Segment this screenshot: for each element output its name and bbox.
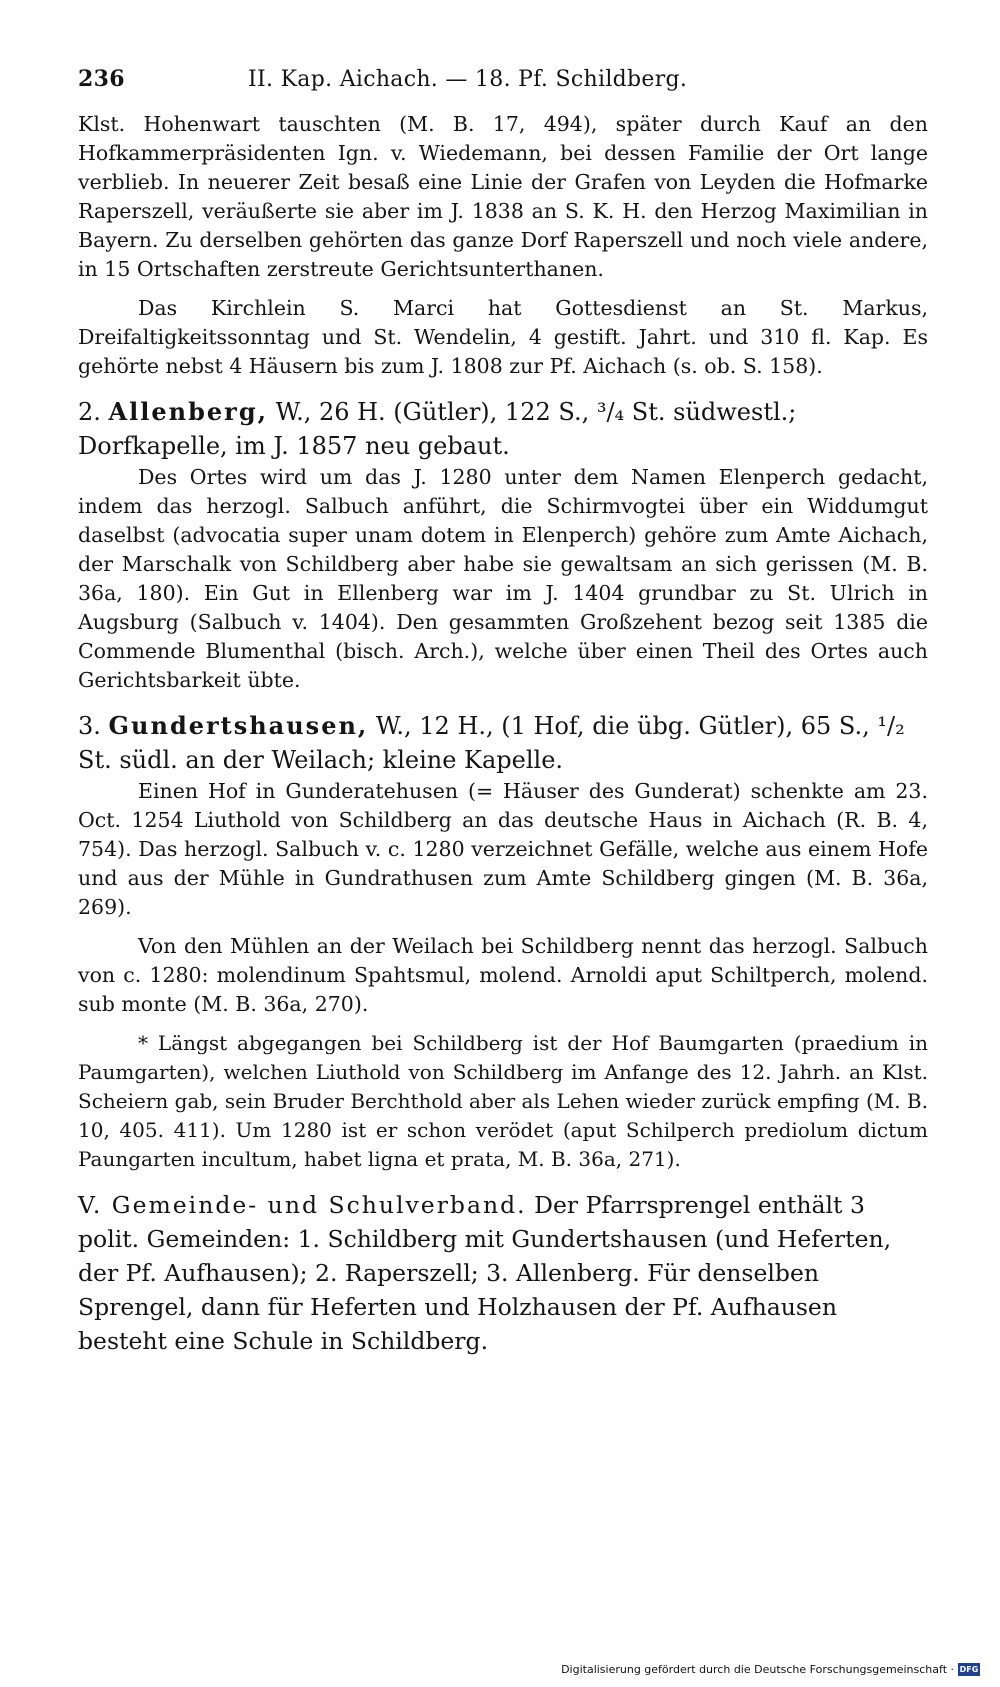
entry-number: 3. (78, 712, 101, 740)
credit-text: Digitalisierung gefördert durch die Deutsche Forschungsgemeinschaft · (561, 1663, 954, 1676)
paragraph-gunderatehusen: Einen Hof in Gunderatehusen (= Häuser des Gunderat) schenkte am 23. Oct. 1254 Liuthold von Schildberg an das deutsche Haus in Aichach (R. B. 4, 754). Das herzogl. Salbuch v. c. 1280 verzeichnet Gefälle, welche aus einem Hofe und aus der Mühle in Gundrathusen zum Amte Schildberg gingen (M. B. 36a, 269). (78, 779, 928, 919)
digitization-credit (561, 1663, 980, 1676)
entry-gundertshausen (78, 709, 928, 777)
running-head (78, 66, 928, 106)
dfg-logo-icon: DFG (959, 1665, 979, 1674)
section-gemeindeverband (78, 1188, 928, 1358)
running-title: II. Kap. Aichach. — 18. Pf. Schildberg. (248, 67, 688, 92)
book-page (78, 66, 928, 1358)
paragraph-hohenwart: Klst. Hohenwart tauschten (M. B. 17, 494), später durch Kauf an den Hofkammerpräsidenten Ign. v. Wiedemann, bei dessen Familie der Ort lange verblieb. In neuerer Zeit besaß eine Linie der Grafen von Leyden die Hofmarke Raperszell, veräußerte sie aber im J. 1838 an S. K. H. den Herzog Maximilian in Bayern. Zu derselben gehörten das ganze Dorf Raperszell und noch viele andere, in 15 Ortschaften zerstreute Gerichtsunterthanen. (78, 112, 928, 281)
entry-place: Gundertshausen, (108, 711, 369, 740)
section-text: Der Pfarrsprengel enthält 3 polit. Gemeinden: 1. Schildberg mit Gundertshausen (und Heferten, der Pf. Aufhausen); 2. Raperszell; 3. Allenberg. Für denselben Sprengel, dann für Heferten und Holzhausen der Pf. Aufhausen besteht eine Schule in Schildberg. (78, 1191, 892, 1355)
entry-number: 2. (78, 398, 101, 426)
entry-details: W., 26 H. (Gütler), 122 S., ³/₄ St. südwestl.; Dorfkapelle, im J. 1857 neu gebaut. (78, 398, 797, 460)
entry-allenberg (78, 395, 928, 463)
footnote-baumgarten: * Längst abgegangen bei Schildberg ist der Hof Baumgarten (praedium in Paumgarten), welchen Liuthold von Schildberg im Anfange des 12. Jahrh. an Klst. Scheiern gab, sein Bruder Berchthold aber als Lehen wieder zurück empfing (M. B. 10, 405. 411). Um 1280 ist er schon verödet (aput Schilperch prediolum dictum Paungarten incultum, habet ligna et prata, M. B. 36a, 271). (78, 1031, 928, 1171)
entry-place: Allenberg, (108, 397, 268, 426)
section-label: V. Gemeinde- und Schulverband. (78, 1191, 527, 1219)
paragraph-elenperch: Des Ortes wird um das J. 1280 unter dem Namen Elenperch gedacht, indem das herzogl. Salbuch anführt, die Schirmvogtei über ein Widdumgut daselbst (advocatia super unam dotem in Elenperch) gehöre zum Amte Aichach, der Marschalk von Schildberg aber habe sie gewaltsam an sich gerissen (M. B. 36a, 180). Ein Gut in Ellenberg war im J. 1404 grundbar zu St. Ulrich in Augsburg (Salbuch v. 1404). Den gesammten Großzehent bezog seit 1385 die Commende Blumenthal (bisch. Arch.), welche über einen Theil des Ortes auch Gerichtsbarkeit übte. (78, 465, 928, 692)
paragraph-muehlen: Von den Mühlen an der Weilach bei Schildberg nennt das herzogl. Salbuch von c. 1280: molendinum Spahtsmul, molend. Arnoldi aput Schiltperch, molend. sub monte (M. B. 36a, 270). (78, 934, 928, 1016)
paragraph-kirchlein: Das Kirchlein S. Marci hat Gottesdienst an St. Markus, Dreifaltigkeitssonntag und St. Wendelin, 4 gestift. Jahrt. und 310 fl. Kap. Es gehörte nebst 4 Häusern bis zum J. 1808 zur Pf. Aichach (s. ob. S. 158). (78, 296, 928, 378)
page-number: 236 (78, 66, 125, 92)
entry-details: W., 12 H., (1 Hof, die übg. Gütler), 65 S., ¹/₂ St. südl. an der Weilach; kleine Kapelle. (78, 712, 905, 774)
